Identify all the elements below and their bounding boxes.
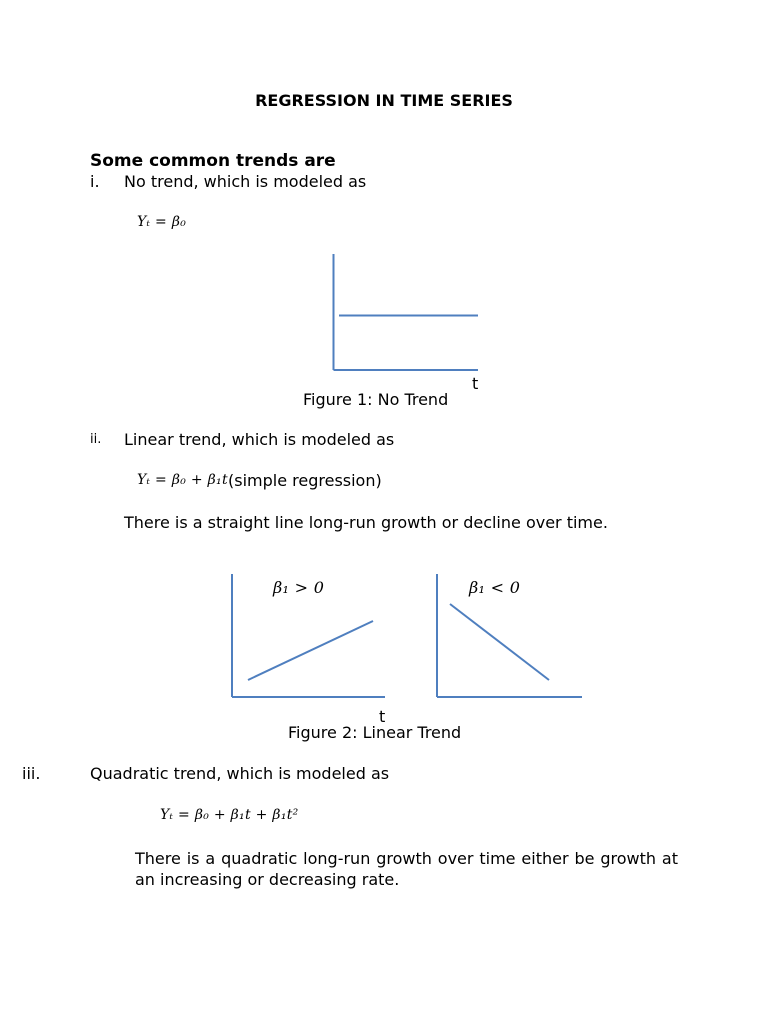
figure-1-caption: Figure 1: No Trend [303, 390, 449, 409]
axis-label-t-fig1: t [472, 374, 479, 393]
list-marker-iii: iii. [22, 764, 41, 783]
decreasing-trend-line [450, 604, 549, 680]
increasing-trend-line [248, 621, 373, 680]
list-marker-i: i. [90, 172, 100, 191]
equation-no-trend: Yₜ = β₀ [137, 214, 187, 230]
heading-no-trend: No trend, which is modeled as [124, 172, 367, 191]
equation-note: (simple regression) [228, 471, 382, 490]
page-title: REGRESSION IN TIME SERIES [255, 91, 513, 110]
label-beta-positive: β₁ > 0 [273, 578, 325, 597]
section-subtitle: Some common trends are [90, 151, 336, 171]
equation-linear-trend: Yₜ = β₀ + β₁t [137, 472, 228, 488]
paragraph-quadratic-trend: There is a quadratic long-run growth over time either be growth at an increasing or decreasing rate. [135, 849, 678, 889]
heading-linear-trend: Linear trend, which is modeled as [124, 430, 395, 449]
equation-quadratic-trend: Yₜ = β₀ + β₁t + β₁t² [160, 807, 299, 823]
axis-label-t-fig2: t [379, 707, 386, 726]
label-beta-negative: β₁ < 0 [469, 578, 521, 597]
figure-2-caption: Figure 2: Linear Trend [288, 723, 462, 742]
list-marker-ii: ii. [90, 432, 102, 447]
paragraph-linear-trend: There is a straight line long-run growth or decline over time. [124, 513, 608, 532]
figure-no-trend [326, 250, 486, 375]
heading-quadratic-trend: Quadratic trend, which is modeled as [90, 764, 390, 783]
